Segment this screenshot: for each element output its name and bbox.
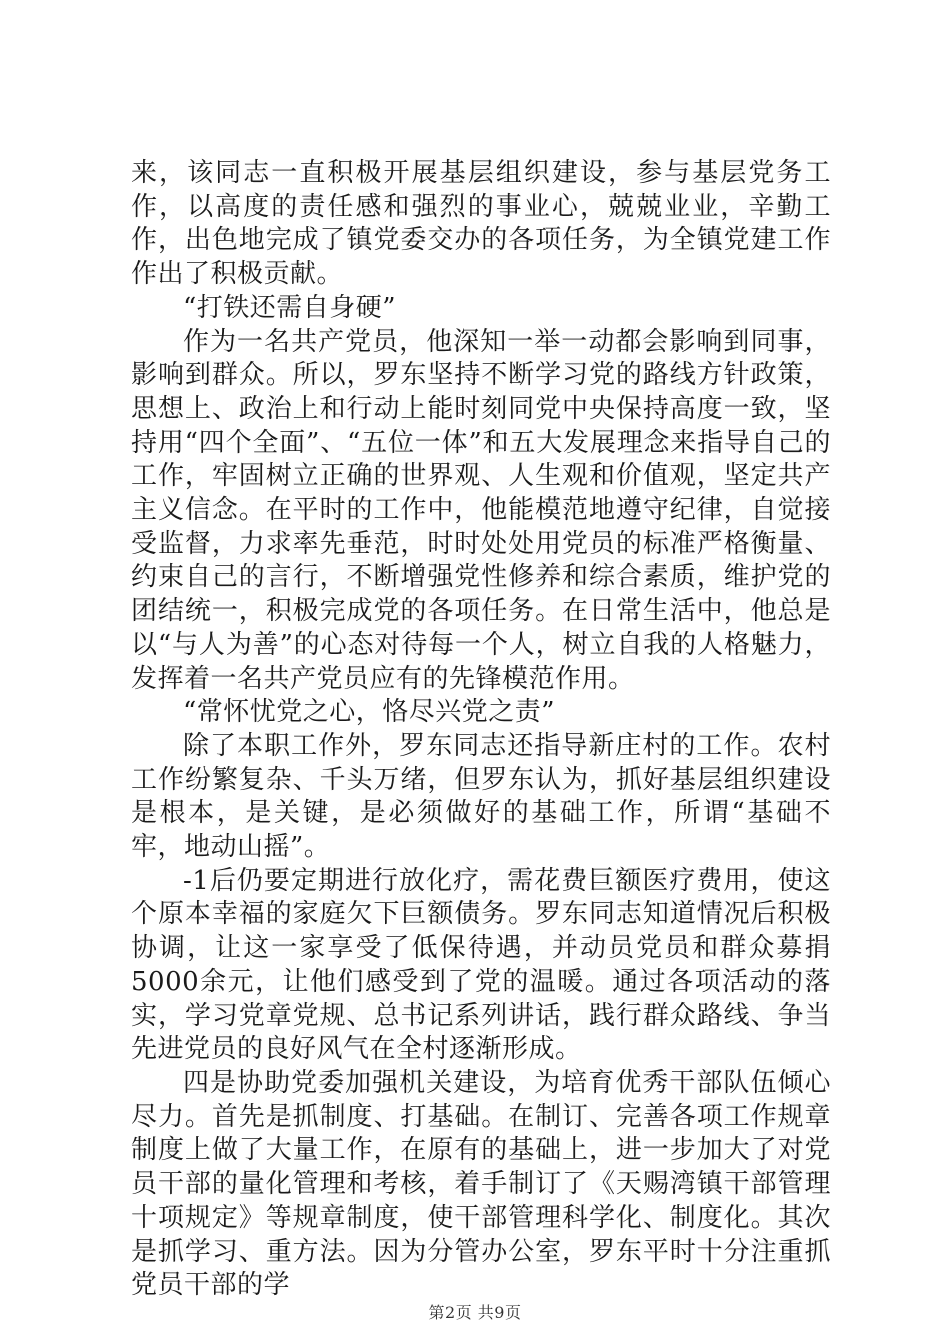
paragraph-village-work: 除了本职工作外，罗东同志还指导新庄村的工作。农村工作纷繁复杂、千头万绪，但罗东认为，抓好基层组织建设是根本，是关键，是必须做好的基础工作，所谓“基础不牢，地动山摇”。	[131, 730, 831, 863]
section-heading-responsibility: “常怀忧党之心，恪尽兴党之责”	[183, 697, 556, 728]
section-heading-self-discipline: “打铁还需自身硬”	[183, 292, 397, 323]
paragraph-organ-building: 四是协助党委加强机关建设，为培育优秀干部队伍倾心尽力。首先是抓制度、打基础。在制订、完善各项工作规章制度上做了大量工作，在原有的基础上，进一步加大了对党员干部的量化管理和考核，着手制订了《天赐湾镇干部管理十项规定》等规章制度，使干部管理科学化、制度化。其次是抓学习、重方法。因为分管办公室，罗东平时十分注重抓党员干部的学	[131, 1067, 831, 1301]
document-body	[131, 157, 831, 1303]
page-number-footer: 第2页 共9页	[428, 1303, 522, 1322]
paragraph-continuation: 来，该同志一直积极开展基层组织建设，参与基层党务工作，以高度的责任感和强烈的事业心，兢兢业业，辛勤工作，出色地完成了镇党委交办的各项任务，为全镇党建工作作出了积极贡献。	[131, 158, 831, 290]
paragraph-party-member: 作为一名共产党员，他深知一举一动都会影响到同事，影响到群众。所以，罗东坚持不断学习党的路线方针政策，思想上、政治上和行动上能时刻同党中央保持高度一致，坚持用“四个全面”、“五位一体”和五大发展理念来指导自己的工作，牢固树立正确的世界观、人生观和价值观，坚定共产主义信念。在平时的工作中，他能模范地遵守纪律，自觉接受监督，力求率先垂范，时时处处用党员的标准严格衡量、约束自己的言行，不断增强党性修养和综合素质，维护党的团结统一，积极完成党的各项任务。在日常生活中，他总是以“与人为善”的心态对待每一个人，树立自我的人格魅力，发挥着一名共产党员应有的先锋模范作用。	[131, 326, 831, 694]
paragraph-assistance: -1后仍要定期进行放化疗，需花费巨额医疗费用，使这个原本幸福的家庭欠下巨额债务。罗东同志知道情况后积极协调，让这一家享受了低保待遇，并动员党员和群众募捐5000余元，让他们感受到了党的温暖。通过各项活动的落实，学习党章党规、总书记系列讲话，践行群众路线、争当先进党员的良好风气在全村逐渐形成。	[131, 865, 831, 1065]
